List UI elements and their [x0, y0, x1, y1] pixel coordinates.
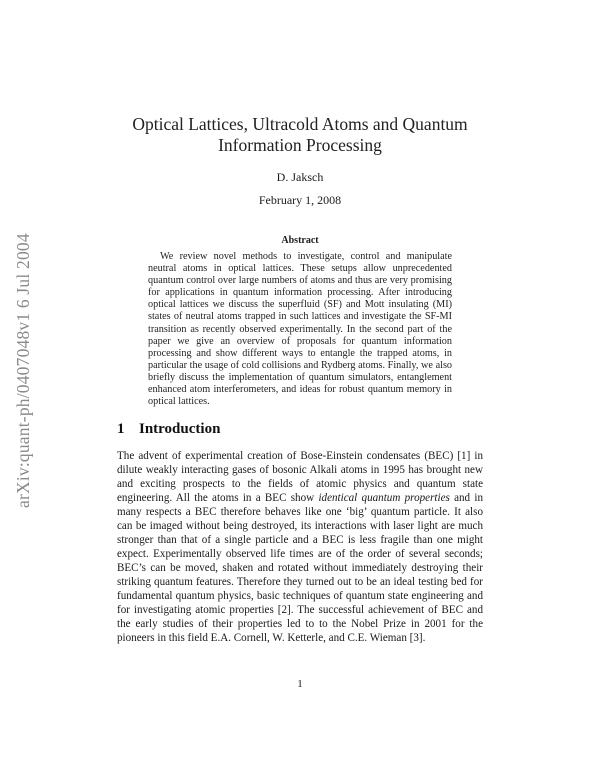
section-heading: [117, 421, 220, 438]
section-emphasis-text: identical quantum properties: [318, 492, 450, 504]
paper-title: Optical Lattices, Ultracold Atoms and Quantum Information Processing: [132, 114, 468, 155]
paper-author: D. Jaksch: [276, 170, 324, 184]
section-text-part-1: The advent of experimental creation of Bose-Einstein condensates (BEC) [1] in dilute weakly interacting gases of bosonic Alkali atoms in 1995 has brought new and exciting prospects to the fields of atomic physics and quantum state engineering. All the atoms in a BEC show: [117, 450, 483, 504]
section-text-part-2: and in many respects a BEC therefore behaves like one ‘big’ quantum particle. It also can be imaged without being destroyed, its interactions with laser light are much stronger than that of a single particle and a BEC is less fragile than one might expect. Experimentally observed life times are of the order of several seconds; BEC’s can be moved, shaken and rotated without immediately destroying their striking quantum features. Therefore they turned out to be an ideal testing bed for fundamental quantum physics, basic techniques of quantum state engineering and for investigating atomic properties [2]. The successful achievement of BEC and the early studies of their properties led to to the Nobel Prize in 2001 for the pioneers in this field E.A. Cornell, W. Ketterle, and C.E. Wieman [3].: [117, 492, 483, 644]
abstract-heading: Abstract: [281, 235, 319, 246]
abstract-text: We review novel methods to investigate, control and manipulate neutral atoms in optical lattices. These setups allow unprecedented quantum control over large numbers of atoms and thus are very promising for applications in quantum information processing. After introducing optical lattices we discuss the superfluid (SF) and Mott insulating (MI) states of neutral atoms trapped in such lattices and investigate the SF-MI transition as recently observed experimentally. In the second part of the paper we give an overview of proposals for quantum information processing and show different ways to entangle the trapped atoms, in particular the usage of cold collisions and Rydberg atoms. Finally, we also briefly discuss the implementation of quantum simulators, entanglement enhanced atom interferometers, and ideas for robust quantum memory in optical lattices.: [148, 251, 452, 408]
section-body-paragraph: [117, 449, 483, 645]
arxiv-identifier-stamp: arXiv:quant-ph/0407048v1 6 Jul 2004: [13, 233, 33, 508]
section-number: 1: [117, 421, 125, 437]
section-title: Introduction: [139, 421, 221, 437]
page-number: 1: [297, 678, 303, 690]
paper-date: February 1, 2008: [258, 193, 342, 207]
